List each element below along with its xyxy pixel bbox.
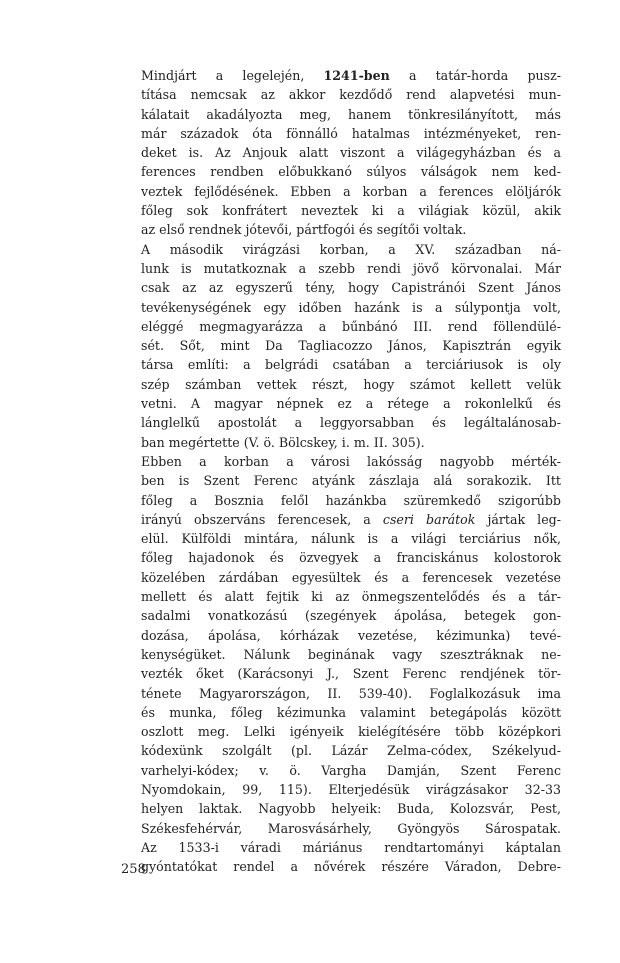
- text-line: főleg sok konfrátert neveztek ki a világiak közül, akik: [141, 203, 561, 219]
- text-line: Ebben a korban a városi lakósság nagyobb mérték-: [141, 453, 561, 469]
- text-line: társa említi: a belgrádi csatában a terciáriusok is oly: [141, 357, 561, 373]
- text-line: kódexünk szolgált (pl. Lázár Zelma-códex, Székelyud-: [141, 743, 561, 759]
- text-line: főleg hajadonok és özvegyek a franciskánus kolostorok: [141, 550, 561, 566]
- text-line: vetni. A magyar népnek ez a rétege a rokonlelkű és: [141, 396, 561, 412]
- text-line: ban megértette (V. ö. Bölcskey, i. m. II. 305).: [141, 434, 425, 450]
- text-line: lunk is mutatkoznak a szebb rendi jövő körvonalai. Már: [141, 260, 561, 276]
- text-line: csak az az egyszerű tény, hogy Capistránói Szent János: [141, 280, 561, 296]
- text-line: az első rendnek jótevői, pártfogói és segítői voltak.: [141, 222, 467, 238]
- text-line: elül. Külföldi mintára, nálunk is a világi terciárius nők,: [141, 531, 561, 547]
- text-line: A második virágzási korban, a XV. században ná-: [141, 241, 561, 257]
- text-line: már századok óta fönnálló hatalmas intézményeket, ren-: [141, 125, 561, 141]
- text-line: veztek fejlődésének. Ebben a korban a ferences elöljárók: [141, 183, 561, 199]
- text-line: sadalmi vonatkozású (szegények ápolása, betegek gon-: [141, 608, 561, 624]
- text-line: ténete Magyarországon, II. 539-40). Foglalkozásuk ima: [141, 685, 561, 701]
- text-line: oszlott meg. Lelki igényeik kielégítésére több középkori: [141, 724, 561, 740]
- text-line: deket is. Az Anjouk alatt viszont a világegyházban és a: [141, 145, 561, 161]
- text-line: Az 1533-i váradi máriánus rendtartományi káptalan: [141, 839, 561, 855]
- paragraph-1: [121, 66, 561, 240]
- text-line: Nyomdokain, 99, 115). Elterjedésük virágzásakor 32-33: [141, 781, 561, 797]
- text-line: Székesfehérvár, Marosvásárhely, Gyöngyös Sárospatak.: [141, 820, 561, 836]
- italic-emphasis: cseri barátok: [382, 511, 476, 527]
- page-body: [121, 66, 561, 876]
- text-line: mellett és alatt fejtik ki az önmegszentelődés és a tár-: [141, 589, 561, 605]
- text-line: ben is Szent Ferenc atyánk zászlaja alá sorakozik. Itt: [141, 473, 561, 489]
- text-line: sét. Sőt, mint Da Tagliacozzo János, Kapisztrán egyik: [141, 338, 561, 354]
- text-line: és munka, főleg kézimunka valamint betegápolás között: [141, 704, 561, 720]
- text-line: varhelyi-kódex; v. ö. Vargha Damján, Szent Ferenc: [141, 762, 561, 778]
- page-number: 258: [121, 862, 146, 877]
- text-line: títása nemcsak az akkor kezdődő rend alapvetési mun-: [141, 87, 561, 103]
- text-line: helyen laktak. Nagyobb helyeik: Buda, Kolozsvár, Pest,: [141, 801, 561, 817]
- text-line: kenységüket. Nálunk beginának vagy szesztráknak ne-: [141, 646, 561, 662]
- text-line: kálatait akadályozta meg, hanem tönkresilányított, más: [141, 106, 561, 122]
- text-line: tevékenységének egy időben hazánk is a súlypontja volt,: [141, 299, 561, 315]
- text-line: ferences rendben előbukkanó súlyos válságok nem ked-: [141, 164, 561, 180]
- paragraph-3: [121, 452, 561, 877]
- text-line: lánglelkű apostolát a leggyorsabban és legáltalánosab-: [141, 415, 561, 431]
- text-line: irányú obszerváns ferencesek, a cseri barátok jártak leg-: [141, 511, 561, 527]
- text-line: közelében zárdában egyesültek és a ferencesek vezetése: [141, 569, 561, 585]
- text-line: gyóntatókat rendel a nővérek részére Váradon, Debre-: [141, 859, 561, 875]
- text-line: szép számban vettek részt, hogy számot kellett velük: [141, 376, 561, 392]
- text-line: Mindjárt a legelején, 1241-ben a tatár-horda pusz-: [141, 68, 561, 83]
- paragraph-2: [121, 240, 561, 452]
- text-line: főleg a Bosznia felől hazánkba szüremkedő szigorúbb: [141, 492, 561, 508]
- text-line: eléggé megmagyarázza a bűnbánó III. rend föllendülé-: [141, 318, 561, 334]
- bold-emphasis: 1241-ben: [323, 68, 390, 83]
- text-line: dozása, ápolása, kórházak vezetése, kézimunka) tevé-: [141, 627, 561, 643]
- text-line: vezték őket (Karácsonyi J., Szent Ferenc rendjének tör-: [141, 666, 561, 682]
